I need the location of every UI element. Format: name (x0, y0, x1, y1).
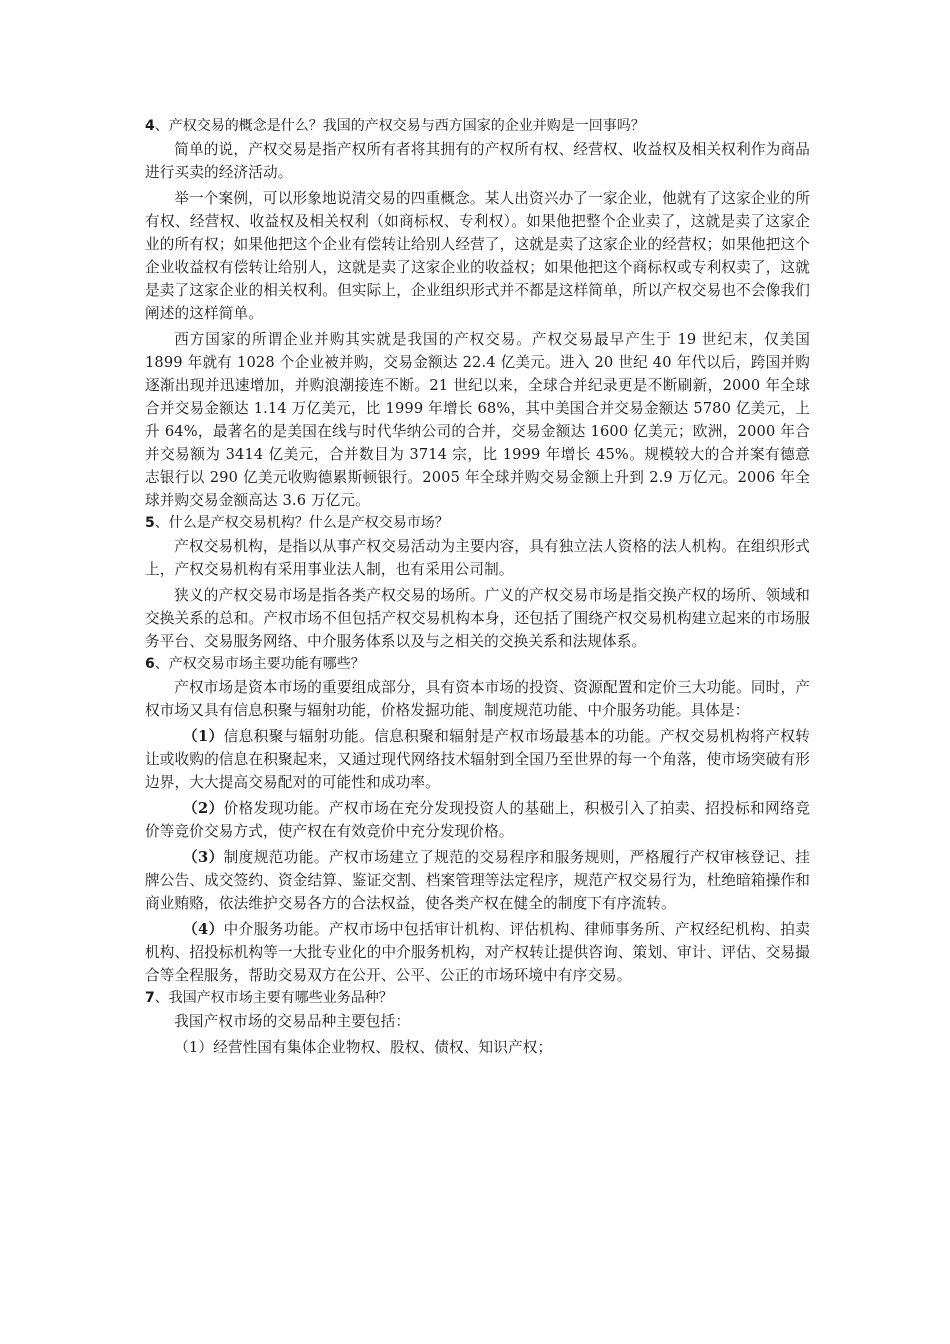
list-item-number: （1） (182, 728, 224, 745)
list-item-number: （3） (182, 849, 224, 866)
list-item-number: （2） (182, 800, 224, 817)
document-body (145, 115, 810, 1059)
list-item-number: （1） (174, 1039, 214, 1056)
paragraph: 产权市场是资本市场的重要组成部分，具有资本市场的投资、资源配置和定价三大功能。同时，产权市场又具有信息积聚与辐射功能，价格发掘功能、制度规范功能、中介服务功能。具体是： (145, 679, 810, 719)
paragraph: 狭义的产权交易市场是指各类产权交易的场所。广义的产权交易市场是指交换产权的场所、领域和交换关系的总和。产权市场不但包括产权交易机构本身，还包括了围绕产权交易机构建立起来的市场服务平台、交易服务网络、中介服务体系以及与之相关的交换关系和法规体系。 (145, 587, 810, 650)
paragraph: 西方国家的所谓企业并购其实就是我国的产权交易。产权交易最早产生于 19 世纪末，仅美国 1899 年就有 1028 个企业被并购，交易金额达 22.4 亿美元。进入 20 世纪 40 年代以后，跨国并购逐渐出现并迅速增加，并购浪潮接连不断。21 世纪以来，全球合并纪录更是不断刷新，2000 年全球合并交易金额达 1.14 万亿美元，比 1999 年增长 68%，其中美国合并交易金额达 5780 亿美元，上升 64%，最著名的是美国在线与时代华纳公司的合并，交易金额达 1600 亿美元；欧洲，2000 年合并交易额为 3414 亿美元，合并数目为 3714 宗，比 1999 年增长 45%。规模较大的合并案有德意志银行以 290 亿美元收购德累斯顿银行。2005 年全球并购交易金额上升到 2.9 万亿元。2006 年全球并购交易金额高达 3.6 万亿元。 (145, 331, 810, 509)
question-number: 5 (145, 515, 155, 531)
paragraph: 举一个案例，可以形象地说清交易的四重概念。某人出资兴办了一家企业，他就有了这家企业的所有权、经营权、收益权及相关权利（如商标权、专利权）。如果他把整个企业卖了，这就是卖了这家企业的所有权；如果他把这个企业有偿转让给别人经营了，这就是卖了这家企业的经营权；如果他把这个企业收益权有偿转让给别人，这就是卖了这家企业的收益权；如果他把这个商标权或专利权卖了，这就是卖了这家企业的相关权利。但实际上，企业组织形式并不都是这样简单，所以产权交易也不会像我们阐述的这样简单。 (145, 190, 810, 322)
paragraph: 简单的说，产权交易是指产权所有者将其拥有的产权所有权、经营权、收益权及相关权利作为商品进行买卖的经济活动。 (145, 141, 810, 181)
question-number: 6 (145, 656, 155, 672)
question-title: 、产权交易的概念是什么？我国的产权交易与西方国家的企业并购是一回事吗？ (154, 118, 645, 134)
list-item-text: 经营性国有集体企业物权、股权、债权、知识产权； (213, 1039, 553, 1056)
list-item-text: 中介服务功能。产权市场中包括审计机构、评估机构、律师事务所、产权经纪机构、拍卖机构、招投标机构等一大批专业化的中介服务机构，对产权转让提供咨询、策划、审计、评估、交易撮合等全程服务，帮助交易双方在公开、公平、公正的市场环境中有序交易。 (145, 921, 810, 984)
list-item-number: （4） (182, 921, 224, 938)
question-title: 、产权交易市场主要功能有哪些？ (154, 656, 365, 672)
question-5-heading (145, 512, 810, 535)
question-7-heading (145, 987, 810, 1010)
list-item (145, 918, 810, 987)
question-number: 4 (145, 118, 155, 134)
paragraph: 产权交易机构，是指以从事产权交易活动为主要内容，具有独立法人资格的法人机构。在组织形式上，产权交易机构有采用事业法人制，也有采用公司制。 (145, 538, 810, 578)
list-item-text: 信息积聚与辐射功能。信息积聚和辐射是产权市场最基本的功能。产权交易机构将产权转让或收购的信息在积聚起来，又通过现代网络技术辐射到全国乃至世界的每一个角落，使市场突破有形边界，大大提高交易配对的可能性和成功率。 (145, 728, 810, 791)
paragraph: 我国产权市场的交易品种主要包括： (174, 1013, 411, 1030)
list-item-text: 价格发现功能。产权市场在充分发现投资人的基础上，积极引入了拍卖、招投标和网络竞价等竞价交易方式，使产权在有效竞价中充分发现价格。 (145, 800, 810, 840)
question-number: 7 (145, 990, 155, 1006)
list-item (145, 797, 810, 843)
question-title: 、我国产权市场主要有哪些业务品种？ (154, 990, 393, 1006)
list-item (145, 725, 810, 794)
question-6-heading (145, 653, 810, 676)
list-item (145, 846, 810, 915)
question-title: 、什么是产权交易机构？什么是产权交易市场？ (154, 515, 449, 531)
question-4-heading (145, 115, 810, 138)
list-item-text: 制度规范功能。产权市场建立了规范的交易程序和服务规则，严格履行产权审核登记、挂牌公告、成交签约、资金结算、鉴证交割、档案管理等法定程序，规范产权交易行为，杜绝暗箱操作和商业贿赂，依法维护交易各方的合法权益，使各类产权在健全的制度下有序流转。 (145, 849, 810, 912)
list-item (145, 1036, 810, 1059)
